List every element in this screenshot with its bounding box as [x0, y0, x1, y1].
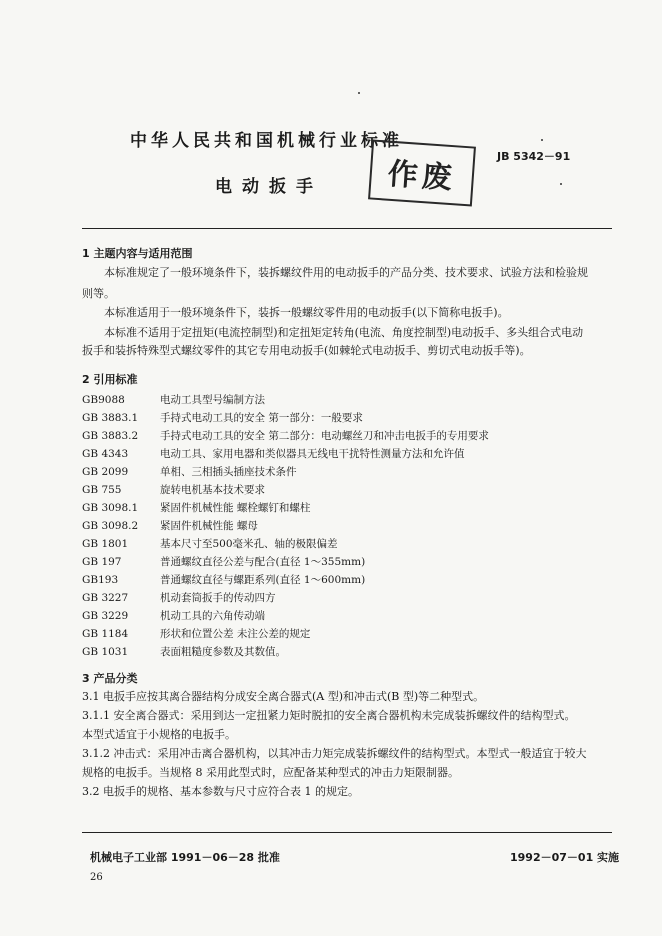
standard-header-title: 中华人民共和国机械行业标准: [130, 131, 403, 151]
standard-row: [82, 410, 363, 425]
standard-row: [82, 446, 465, 461]
standard-code-cell: GB9088: [82, 394, 125, 406]
standard-row: [82, 518, 258, 533]
section-2-heading: 2 引用标准: [82, 373, 138, 386]
standard-row: [82, 590, 276, 605]
standard-name-cell: 形状和位置公差 未注公差的规定: [160, 628, 311, 640]
standard-row: [82, 572, 365, 587]
standard-code-cell: GB 3883.1: [82, 412, 139, 424]
standard-row: [82, 428, 489, 443]
s1-paragraph-1-line-2: 则等。: [82, 287, 115, 300]
standard-name-cell: 表面粗糙度参数及其数值。: [160, 646, 286, 658]
standard-code: JB 5342－91: [497, 150, 571, 163]
standard-name-cell: 电动工具、家用电器和类似器具无线电干扰特性测量方法和允许值: [160, 448, 465, 460]
standard-code-cell: GB 3227: [82, 592, 129, 604]
standard-name-cell: 紧固件机械性能 螺栓螺钉和螺柱: [160, 502, 311, 514]
clause-3-1-1-line-1: 3.1.1 安全离合器式：采用到达一定扭紧力矩时脱扣的安全离合器机构未完成装拆螺纹件的结构型式。: [82, 709, 576, 722]
standard-row: [82, 464, 297, 479]
standard-row: [82, 500, 310, 515]
approval-date: 机械电子工业部 1991－06－28 批准: [90, 851, 280, 864]
clause-3-1: 3.1 电扳手应按其离合器结构分成安全离合器式(A 型)和冲击式(B 型)等二种型式。: [82, 690, 485, 703]
standard-code-cell: GB 197: [82, 556, 122, 568]
standard-name-cell: 基本尺寸至500毫米孔、轴的极限偏差: [160, 538, 338, 550]
standard-code-cell: GB 3883.2: [82, 430, 139, 442]
section-3-heading: 3 产品分类: [82, 672, 138, 685]
standard-code-cell: GB 3098.2: [82, 520, 139, 532]
s1-paragraph-1-line-1: 本标准规定了一般环境条件下，装拆螺纹件用的电动扳手的产品分类、技术要求、试验方法和检验规: [104, 266, 588, 279]
standard-row: [82, 644, 286, 659]
standard-code-cell: GB 1184: [82, 628, 129, 640]
clause-3-1-1-line-2: 本型式适宜于小规格的电扳手。: [82, 728, 236, 741]
standard-code-cell: GB 4343: [82, 448, 129, 460]
effective-date: 1992－07－01 实施: [510, 851, 620, 864]
standard-name-cell: 紧固件机械性能 螺母: [160, 520, 258, 532]
s1-paragraph-3-line-2: 扳手和装拆特殊型式螺纹零件的其它专用电动扳手(如棘轮式电动扳手、剪切式电动扳手等)。: [82, 344, 531, 357]
standard-code-cell: GB 3098.1: [82, 502, 139, 514]
obsolete-stamp: [368, 139, 476, 206]
standard-row: [82, 626, 310, 641]
standard-row: [82, 608, 265, 623]
standard-name-cell: 机动工具的六角传动端: [160, 610, 265, 622]
standard-code-cell: GB 1801: [82, 538, 129, 550]
standard-name-cell: 手持式电动工具的安全 第二部分：电动螺丝刀和冲击电扳手的专用要求: [160, 430, 489, 442]
document-title: 电动扳手: [215, 177, 323, 197]
standard-name-cell: 普通螺纹直径公差与配合(直径 1～355mm): [160, 556, 366, 568]
standard-name-cell: 单相、三相插头插座技术条件: [160, 466, 297, 478]
standard-code-cell: GB 1031: [82, 646, 129, 658]
standard-code-cell: GB 3229: [82, 610, 129, 622]
standard-row: [82, 554, 365, 569]
page-number: 26: [90, 872, 103, 883]
standard-name-cell: 机动套筒扳手的传动四方: [160, 592, 276, 604]
footer-rule: [82, 832, 612, 833]
standard-name-cell: 电动工具型号编制方法: [160, 394, 265, 406]
clause-3-2: 3.2 电扳手的规格、基本参数与尺寸应符合表 1 的规定。: [82, 785, 359, 798]
header-rule: [82, 228, 612, 229]
section-1-heading: 1 主题内容与适用范围: [82, 247, 193, 260]
clause-3-1-2-line-1: 3.1.2 冲击式：采用冲击离合器机构，以其冲击力矩完成装拆螺纹件的结构型式。本型式一般适宜于较大: [82, 747, 587, 760]
stamp-text: 作废: [386, 156, 457, 197]
standard-code-cell: GB 755: [82, 484, 122, 496]
scan-speck: [560, 183, 562, 185]
standard-name-cell: 普通螺纹直径与螺距系列(直径 1～600mm): [160, 574, 366, 586]
standard-code-cell: GB 2099: [82, 466, 129, 478]
s1-paragraph-3-line-1: 本标准不适用于定扭矩(电流控制型)和定扭矩定转角(电流、角度控制型)电动扳手、多头组合式电动: [104, 326, 584, 339]
standard-row: [82, 392, 265, 407]
scan-speck: [358, 92, 360, 94]
standard-code-cell: GB193: [82, 574, 119, 586]
s1-paragraph-2: 本标准适用于一般环境条件下，装拆一般螺纹零件用的电动扳手(以下简称电扳手)。: [104, 306, 509, 319]
standard-name-cell: 手持式电动工具的安全 第一部分：一般要求: [160, 412, 363, 424]
standard-row: [82, 482, 265, 497]
scan-speck: [541, 139, 543, 141]
standard-row: [82, 536, 338, 551]
clause-3-1-2-line-2: 规格的电扳手。当规格 8 采用此型式时，应配备某种型式的冲击力矩限制器。: [82, 766, 459, 779]
standard-name-cell: 旋转电机基本技术要求: [160, 484, 265, 496]
